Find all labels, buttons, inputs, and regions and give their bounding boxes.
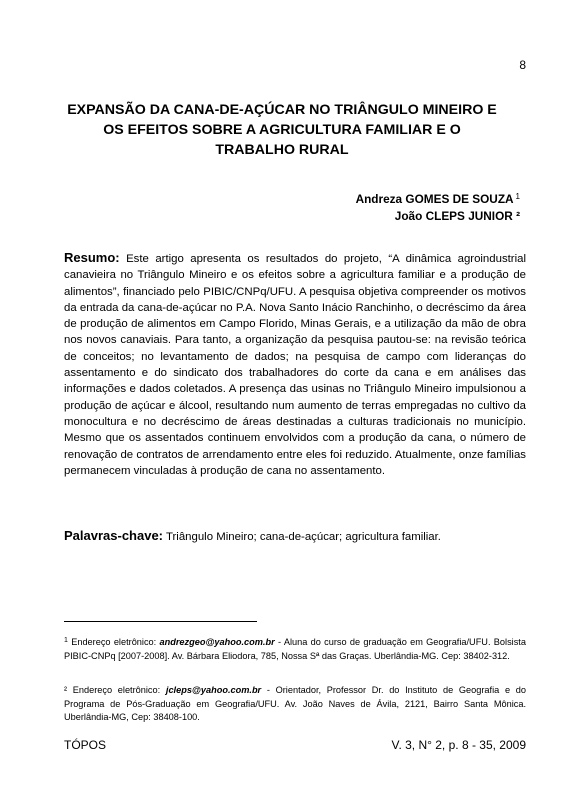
author-name: João CLEPS JUNIOR xyxy=(394,209,513,223)
footnote-text: - Orientador, Professor Dr. do Instituto de Geografia e do Programa de Pós-Graduação em Geografia/UFU. Av. João Naves de Ávila, 2121, Bairro Santa Mônica. Uberlândia-MG, Cep: 38408-100. xyxy=(64,685,526,723)
author-2 xyxy=(356,208,520,225)
abstract-text: Este artigo apresenta os resultados do projeto, “A dinâmica agroindustrial canavieira no Triângulo Mineiro e os efeitos sobre a agricultura familiar e a produção de alimentos”, financiado pelo PIBIC/CNPq/UFU. A pesquisa objetiva compreender os motivos da entrada da cana-de-açúcar no P.A. Nova Santo Inácio Ranchinho, o decréscimo da área de produção de alimentos em Campo Florido, Minas Gerais, e a utilização da mão de obra nos novos canaviais. Para tanto, a organização da pesquisa pautou-se: na revisão teórica de conceitos; no levantamento de dados; na pesquisa de campo com lideranças do assentamento e do sindicato dos trabalhadores do corte da cana e em análises das informações e dados coletados. A presença das usinas no Triângulo Mineiro impulsionou a produção de açúcar e álcool, resultando num aumento de terras empregadas no cultivo da monocultura e no decréscimo de áreas destinadas a culturas tradicionais no município. Mesmo que os assentados continuem envolvidos com a produção da cana, o número de renovação de contratos de arrendamento entre eles foi reduzido. Atualmente, onze famílias permanecem vinculadas à produção de cana no assentamento. xyxy=(64,253,526,477)
footnote-email: jcleps@yahoo.com.br xyxy=(165,685,262,695)
footnote-1 xyxy=(64,634,526,663)
footnote-2 xyxy=(64,684,526,725)
author-footnote-mark: 1 xyxy=(515,192,520,201)
keywords-label: Palavras-chave: xyxy=(64,528,164,543)
footnote-prefix: Endereço eletrônico: xyxy=(72,685,161,695)
journal-citation: V. 3, N° 2, p. 8 - 35, 2009 xyxy=(391,738,526,752)
abstract-label: Resumo: xyxy=(64,250,120,265)
footnote-email: andrezgeo@yahoo.com.br xyxy=(159,637,275,647)
author-footnote-mark: ² xyxy=(516,209,520,223)
footnote-prefix: Endereço eletrônico: xyxy=(71,637,157,647)
abstract xyxy=(64,250,526,479)
footnote-mark: 1 xyxy=(64,637,68,644)
footnote-divider xyxy=(64,621,257,622)
author-1 xyxy=(356,188,520,208)
keywords xyxy=(64,528,526,545)
paper-title: EXPANSÃO DA CANA-DE-AÇÚCAR NO TRIÂNGULO MINEIRO E OS EFEITOS SOBRE A AGRICULTURA FAMILIAR E O TRABALHO RURAL xyxy=(67,102,497,158)
author-list xyxy=(356,188,520,225)
journal-name: TÓPOS xyxy=(64,738,107,752)
author-name: Andreza GOMES DE SOUZA xyxy=(355,192,514,206)
footnote-mark: ² xyxy=(64,685,68,695)
footnote-text: - Aluna do curso de graduação em Geografia/UFU. Bolsista PIBIC-CNPq [2007-2008]. Av. Bárbara Eliodora, 785, Nossa Sª das Graças. Uberlândia-MG. Cep: 38402-312. xyxy=(64,637,526,661)
keywords-text: Triângulo Mineiro; cana-de-açúcar; agricultura familiar. xyxy=(165,531,441,543)
page-number: 8 xyxy=(519,58,526,72)
